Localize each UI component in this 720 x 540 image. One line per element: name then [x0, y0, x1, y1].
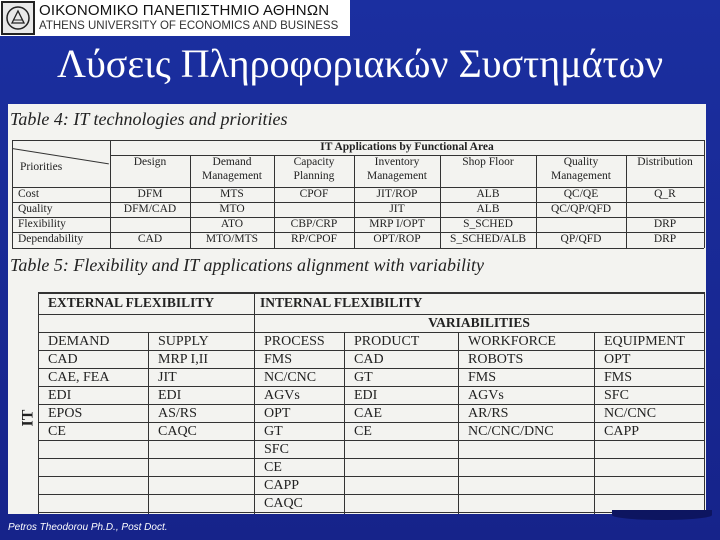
table5-cell: FMS — [264, 352, 293, 367]
table5-hline — [38, 440, 704, 441]
table4-column-header: Design — [133, 156, 167, 168]
scanned-tables-image — [8, 104, 706, 514]
corner-decoration — [612, 510, 712, 520]
table4-cell: QC/QP/QFD — [550, 203, 612, 215]
table5-column-header: PRODUCT — [354, 334, 420, 349]
table4-cell: JIT — [389, 203, 405, 215]
table5-cell: CAQC — [264, 496, 303, 511]
table4-cell: DFM/CAD — [123, 203, 177, 215]
table5-vline — [148, 332, 149, 514]
table4 — [12, 140, 704, 250]
table5-cell: FMS — [604, 370, 633, 385]
table5-hline — [38, 476, 704, 477]
table4-cell: JIT/ROP — [376, 188, 418, 200]
table5-cell: EPOS — [48, 406, 83, 421]
table5-hline — [38, 350, 704, 351]
table5-cell: SFC — [604, 388, 629, 403]
table5-cell: AR/RS — [468, 406, 509, 421]
table5-cell: JIT — [158, 370, 177, 385]
table4-cell: CAD — [137, 233, 163, 245]
table5-cell: CE — [264, 460, 282, 475]
table4-cell: S_SCHED/ALB — [449, 233, 527, 245]
table5-vline — [704, 292, 705, 514]
table5-hline — [38, 422, 704, 423]
table5-cell: AS/RS — [158, 406, 197, 421]
table4-hline — [12, 217, 704, 218]
table5-side-label: IT — [19, 409, 37, 427]
table5-cell: CAD — [48, 352, 78, 367]
table5-cell: AGVs — [468, 388, 504, 403]
table4-cell: ALB — [476, 188, 500, 200]
footer-author: Petros Theodorou Ph.D., Post Doct. — [8, 522, 168, 533]
table5-cell: EDI — [48, 388, 72, 403]
table5-hline — [38, 314, 704, 315]
table4-column-header-line2: Management — [366, 170, 428, 182]
table5-cell: SFC — [264, 442, 289, 457]
table4-cell: DRP — [653, 233, 677, 245]
table4-hline — [12, 187, 704, 188]
table5-column-header: SUPPLY — [158, 334, 209, 349]
table5-cell: EDI — [354, 388, 378, 403]
table5-column-header: EQUIPMENT — [604, 334, 685, 349]
table5-hline — [38, 512, 704, 513]
table5-cell: NC/CNC — [264, 370, 317, 385]
table5-hline — [38, 332, 704, 333]
table5 — [38, 292, 704, 514]
table4-cell: ATO — [220, 218, 244, 230]
table4-vline — [704, 140, 705, 248]
table5-variabilities-header: VARIABILITIES — [428, 315, 530, 330]
table5-cell: CE — [354, 424, 372, 439]
table5-cell: FMS — [468, 370, 497, 385]
university-seal-icon — [1, 1, 35, 35]
university-name-english: ATHENS UNIVERSITY OF ECONOMICS AND BUSINESS — [39, 20, 339, 33]
table5-cell: CAE — [354, 406, 382, 421]
university-name-greek: ΟΙΚΟΝΟΜΙΚΟ ΠΑΝΕΠΙΣΤΗΜΙΟ ΑΘΗΝΩΝ — [39, 2, 330, 20]
table5-hline — [38, 292, 704, 294]
table5-cell: OPT — [264, 406, 291, 421]
table5-internal-header: INTERNAL FLEXIBILITY — [260, 295, 423, 310]
table4-cell: RP/CPOF — [290, 233, 338, 245]
table4-cell: S_SCHED — [463, 218, 513, 230]
table5-vline — [38, 292, 39, 514]
table5-cell: CAD — [354, 352, 384, 367]
table5-cell: NC/CNC — [604, 406, 657, 421]
university-banner — [0, 0, 350, 36]
table4-cell: MTO/MTS — [205, 233, 259, 245]
table5-cell: MRP I,II — [158, 352, 209, 367]
table5-column-header: PROCESS — [264, 334, 325, 349]
table5-external-header: EXTERNAL FLEXIBILITY — [48, 295, 215, 310]
table4-row-label: Flexibility — [18, 218, 66, 230]
slide-title: Λύσεις Πληροφοριακών Συστημάτων — [56, 41, 664, 86]
table4-cell: DFM — [137, 188, 163, 200]
table4-column-header: Shop Floor — [462, 156, 514, 168]
table4-cell: OPT/ROP — [373, 233, 421, 245]
table5-cell: AGVs — [264, 388, 300, 403]
table4-corner-header: Priorities — [20, 161, 63, 173]
table5-hline — [38, 386, 704, 387]
table5-cell: CAE, FEA — [48, 370, 110, 385]
table5-hline — [38, 368, 704, 369]
table5-cell: OPT — [604, 352, 631, 367]
table5-vline — [344, 332, 345, 514]
table5-cell: NC/CNC/DNC — [468, 424, 554, 439]
table5-column-header: DEMAND — [48, 334, 110, 349]
table5-hline — [38, 404, 704, 405]
table4-cell: MTO — [219, 203, 245, 215]
table5-hline — [38, 494, 704, 495]
table4-cell: Q_R — [654, 188, 676, 200]
table4-cell: MRP I/OPT — [369, 218, 425, 230]
table4-column-header-line2: Management — [201, 170, 263, 182]
table4-cell: QC/QE — [563, 188, 599, 200]
table4-caption: Table 4: IT technologies and priorities — [10, 109, 288, 129]
table5-cell: CAPP — [604, 424, 640, 439]
table4-group-header: IT Applications by Functional Area — [320, 141, 494, 153]
table5-vline — [458, 332, 459, 514]
table4-column-header: Capacity — [293, 156, 335, 168]
table5-vline — [594, 332, 595, 514]
table5-cell: ROBOTS — [468, 352, 524, 367]
table4-column-header-line2: Management — [550, 170, 612, 182]
table4-cell: CPOF — [299, 188, 329, 200]
table4-row-label: Quality — [18, 203, 53, 215]
table5-cell: CAQC — [158, 424, 197, 439]
table4-column-header: Demand — [212, 156, 252, 168]
table5-hline — [38, 458, 704, 459]
table5-cell: CE — [48, 424, 66, 439]
table4-cell: MTS — [220, 188, 244, 200]
table4-row-label: Cost — [18, 188, 40, 200]
table4-column-header: Quality — [563, 156, 599, 168]
table4-column-header-line2: Planning — [293, 170, 335, 182]
table4-cell: DRP — [653, 218, 677, 230]
table5-cell: GT — [264, 424, 283, 439]
table4-column-header: Inventory — [374, 156, 420, 168]
table5-caption: Table 5: Flexibility and IT applications alignment with variability — [10, 255, 484, 275]
table4-column-header: Distribution — [637, 156, 693, 168]
table5-cell: CAPP — [264, 478, 300, 493]
table4-hline — [12, 248, 704, 249]
table5-cell: EDI — [158, 388, 182, 403]
table4-vline — [12, 140, 13, 248]
table4-cell: QP/QFD — [560, 233, 602, 245]
table4-row-label: Dependability — [18, 233, 84, 245]
table5-column-header: WORKFORCE — [468, 334, 556, 349]
table5-cell: GT — [354, 370, 373, 385]
table4-cell: ALB — [476, 203, 500, 215]
table4-cell: CBP/CRP — [290, 218, 338, 230]
